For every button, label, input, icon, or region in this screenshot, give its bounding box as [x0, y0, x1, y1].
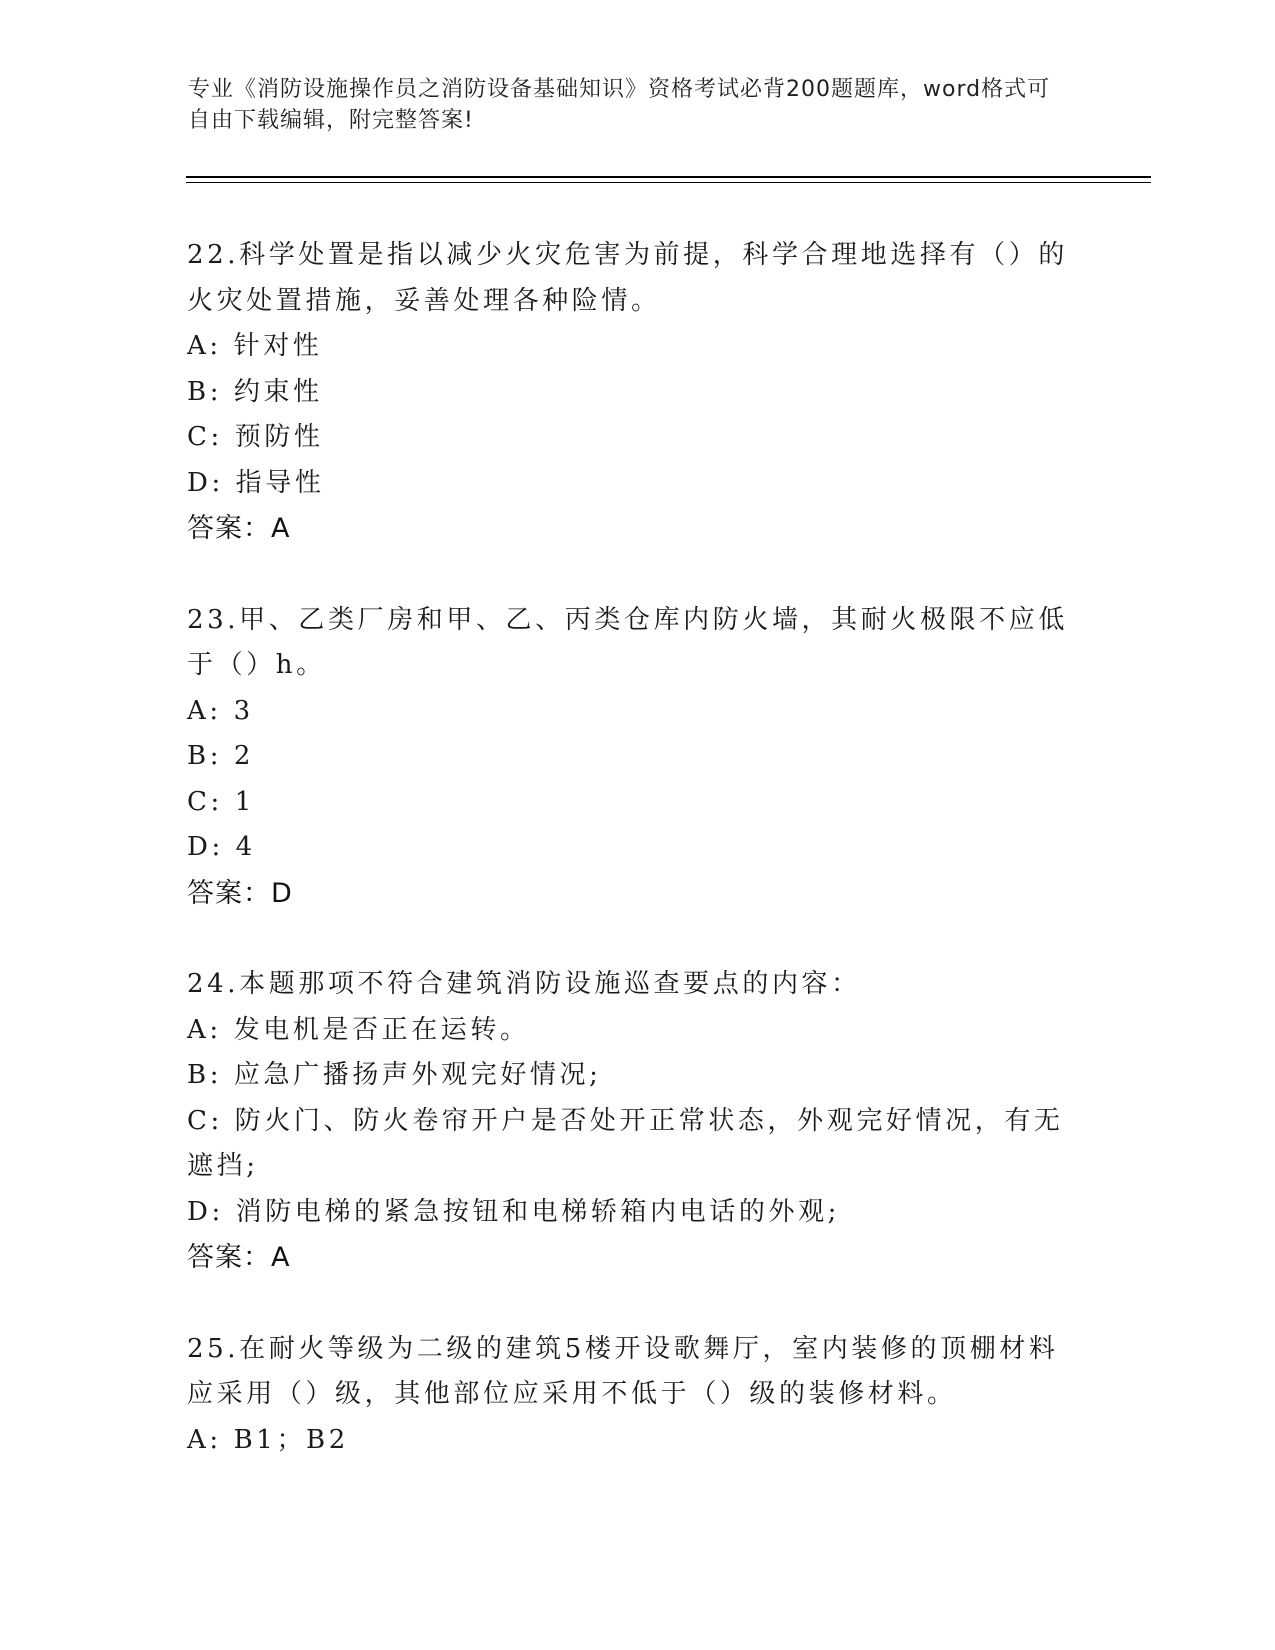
option-a: A: 3: [187, 695, 254, 726]
question-stem: 23.甲、乙类厂房和甲、乙、丙类仓库内防火墙，其耐火极限不应低于（）h。: [187, 604, 1068, 680]
question-list: [187, 233, 1077, 1509]
document-header: 专业《消防设施操作员之消防设备基础知识》资格考试必背200题题库，word格式可自由下载编辑，附完整答案!: [188, 77, 1051, 133]
option-c: C: 预防性: [187, 422, 324, 452]
option-a: A: B1；B2: [187, 1424, 349, 1455]
option-b: B: 应急广播扬声外观完好情况;: [187, 1060, 602, 1090]
answer-label: 答案：A: [187, 1242, 291, 1273]
header-divider-thin: [186, 182, 1151, 183]
question-22: [187, 233, 1077, 552]
option-c: C: 防火门、防火卷帘开户是否处开正常状态，外观完好情况，有无遮挡;: [187, 1105, 1064, 1181]
option-a: A: 针对性: [187, 331, 323, 361]
question-23: [187, 598, 1077, 917]
answer-label: 答案：A: [187, 513, 291, 544]
option-a: A: 发电机是否正在运转。: [187, 1014, 530, 1045]
option-b: B: 约束性: [187, 376, 323, 407]
option-d: D: 4: [187, 832, 256, 862]
question-stem: 22.科学处置是指以减少火灾危害为前提，科学合理地选择有（）的火灾处置措施，妥善处理各种险情。: [187, 240, 1068, 316]
option-c: C: 1: [187, 786, 255, 817]
question-24: [187, 962, 1077, 1281]
header-divider-thick: [186, 176, 1151, 178]
option-d: D: 指导性: [187, 467, 325, 498]
question-stem: 25.在耐火等级为二级的建筑5楼开设歌舞厅，室内装修的顶棚材料应采用（）级，其他部位应采用不低于（）级的装修材料。: [187, 1333, 1059, 1409]
option-d: D: 消防电梯的紧急按钮和电梯轿箱内电话的外观;: [187, 1196, 841, 1227]
answer-label: 答案：D: [187, 877, 293, 909]
question-stem: 24.本题那项不符合建筑消防设施巡查要点的内容：: [187, 969, 861, 999]
question-25: [187, 1327, 1077, 1464]
option-b: B: 2: [187, 741, 255, 771]
